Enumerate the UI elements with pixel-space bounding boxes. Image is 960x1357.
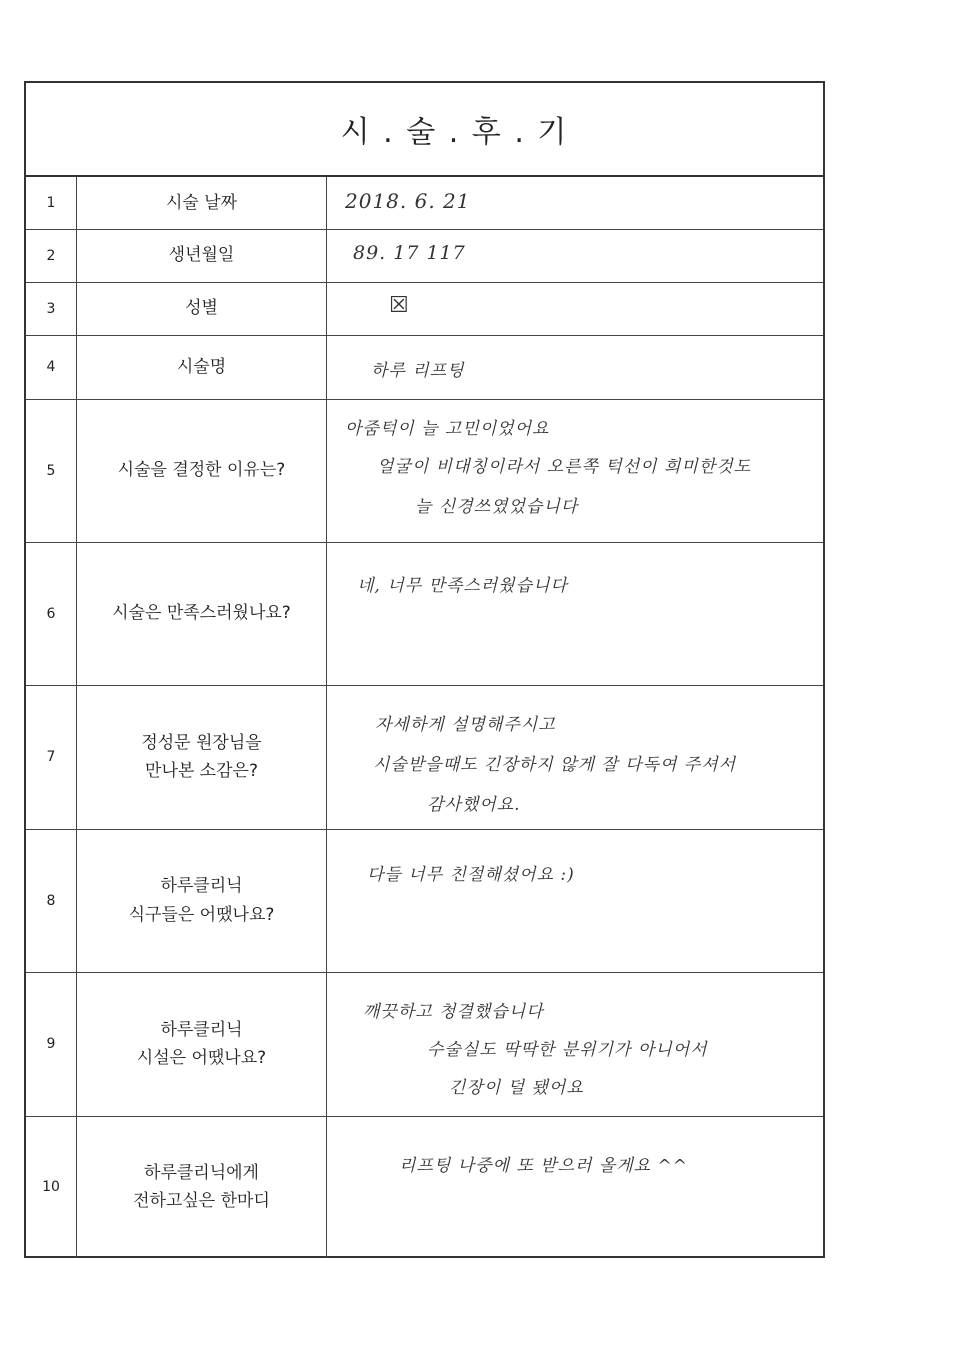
question-label: 시술 날짜 <box>77 177 327 229</box>
question-label <box>77 1116 327 1258</box>
answer-cell <box>327 229 824 282</box>
answer-cell <box>327 829 824 972</box>
answer-text: 네, 너무 만족스러웠습니다 <box>357 575 568 596</box>
question-line: 전하고싶은 한마디 <box>133 1191 270 1212</box>
answer-text: 얼굴이 비대칭이라서 오른쪽 턱선이 희미한것도 <box>377 456 752 477</box>
answer-cell <box>327 335 824 399</box>
question-line: 식구들은 어땠나요? <box>128 904 275 925</box>
question-label: 시술은 만족스러웠나요? <box>77 542 327 685</box>
answer-text: 89. 17 117 <box>353 241 466 264</box>
table-row <box>26 972 823 1116</box>
review-table <box>26 177 823 1258</box>
answer-text: ☒ <box>389 292 410 318</box>
answer-cell <box>327 1116 824 1258</box>
answer-cell <box>327 282 824 335</box>
row-number: 9 <box>26 972 77 1116</box>
row-number: 2 <box>26 229 77 282</box>
answer-text: 긴장이 덜 됐어요 <box>449 1077 584 1098</box>
table-row <box>26 829 823 972</box>
question-label <box>77 685 327 829</box>
title-row <box>26 83 823 177</box>
question-label <box>77 972 327 1116</box>
question-label: 시술을 결정한 이유는? <box>77 399 327 542</box>
question-label: 성별 <box>77 282 327 335</box>
table-row <box>26 177 823 229</box>
row-number: 5 <box>26 399 77 542</box>
answer-cell <box>327 399 824 542</box>
answer-text: 늘 신경쓰였었습니다 <box>415 496 579 517</box>
question-line: 정성문 원장님을 <box>141 732 262 753</box>
row-number: 4 <box>26 335 77 399</box>
question-label <box>77 829 327 972</box>
table-row <box>26 335 823 399</box>
table-row <box>26 542 823 685</box>
answer-cell <box>327 685 824 829</box>
table-row <box>26 282 823 335</box>
answer-cell <box>327 542 824 685</box>
row-number: 1 <box>26 177 77 229</box>
answer-text: 2018. 6. 21 <box>345 189 471 213</box>
question-label: 생년월일 <box>77 229 327 282</box>
answer-cell <box>327 972 824 1116</box>
answer-text: 다들 너무 친절해셨어요 :) <box>367 864 575 885</box>
answer-cell <box>327 177 824 229</box>
answer-text: 리프팅 나중에 또 받으러 올게요 ^^ <box>399 1155 688 1176</box>
table-row <box>26 229 823 282</box>
table-row <box>26 399 823 542</box>
row-number: 6 <box>26 542 77 685</box>
question-line: 하루클리닉 <box>160 1019 243 1040</box>
question-line: 하루클리닉에게 <box>144 1163 259 1184</box>
row-number: 8 <box>26 829 77 972</box>
question-line: 시설은 어땠나요? <box>136 1048 267 1068</box>
question-label: 시술명 <box>77 335 327 399</box>
row-number: 7 <box>26 685 77 829</box>
answer-text: 수술실도 딱딱한 분위기가 아니어서 <box>427 1039 708 1060</box>
answer-text: 아줌턱이 늘 고민이었어요 <box>345 418 550 439</box>
row-number: 10 <box>26 1116 77 1258</box>
table-row <box>26 685 823 829</box>
table-row <box>26 1116 823 1258</box>
row-number: 3 <box>26 282 77 335</box>
answer-text: 시술받을때도 긴장하지 않게 잘 다독여 주셔서 <box>373 754 737 775</box>
answer-text: 감사했어요. <box>427 794 521 815</box>
question-line: 만나본 소감은? <box>145 761 258 781</box>
answer-text: 하루 리프팅 <box>371 360 465 381</box>
answer-text: 깨끗하고 청결했습니다 <box>363 1001 544 1022</box>
answer-text: 자세하게 설명해주시고 <box>375 714 556 735</box>
form-title: 시 . 술 . 후 . 기 <box>340 115 569 150</box>
question-line: 하루클리닉 <box>160 876 243 897</box>
review-form <box>24 81 825 1258</box>
